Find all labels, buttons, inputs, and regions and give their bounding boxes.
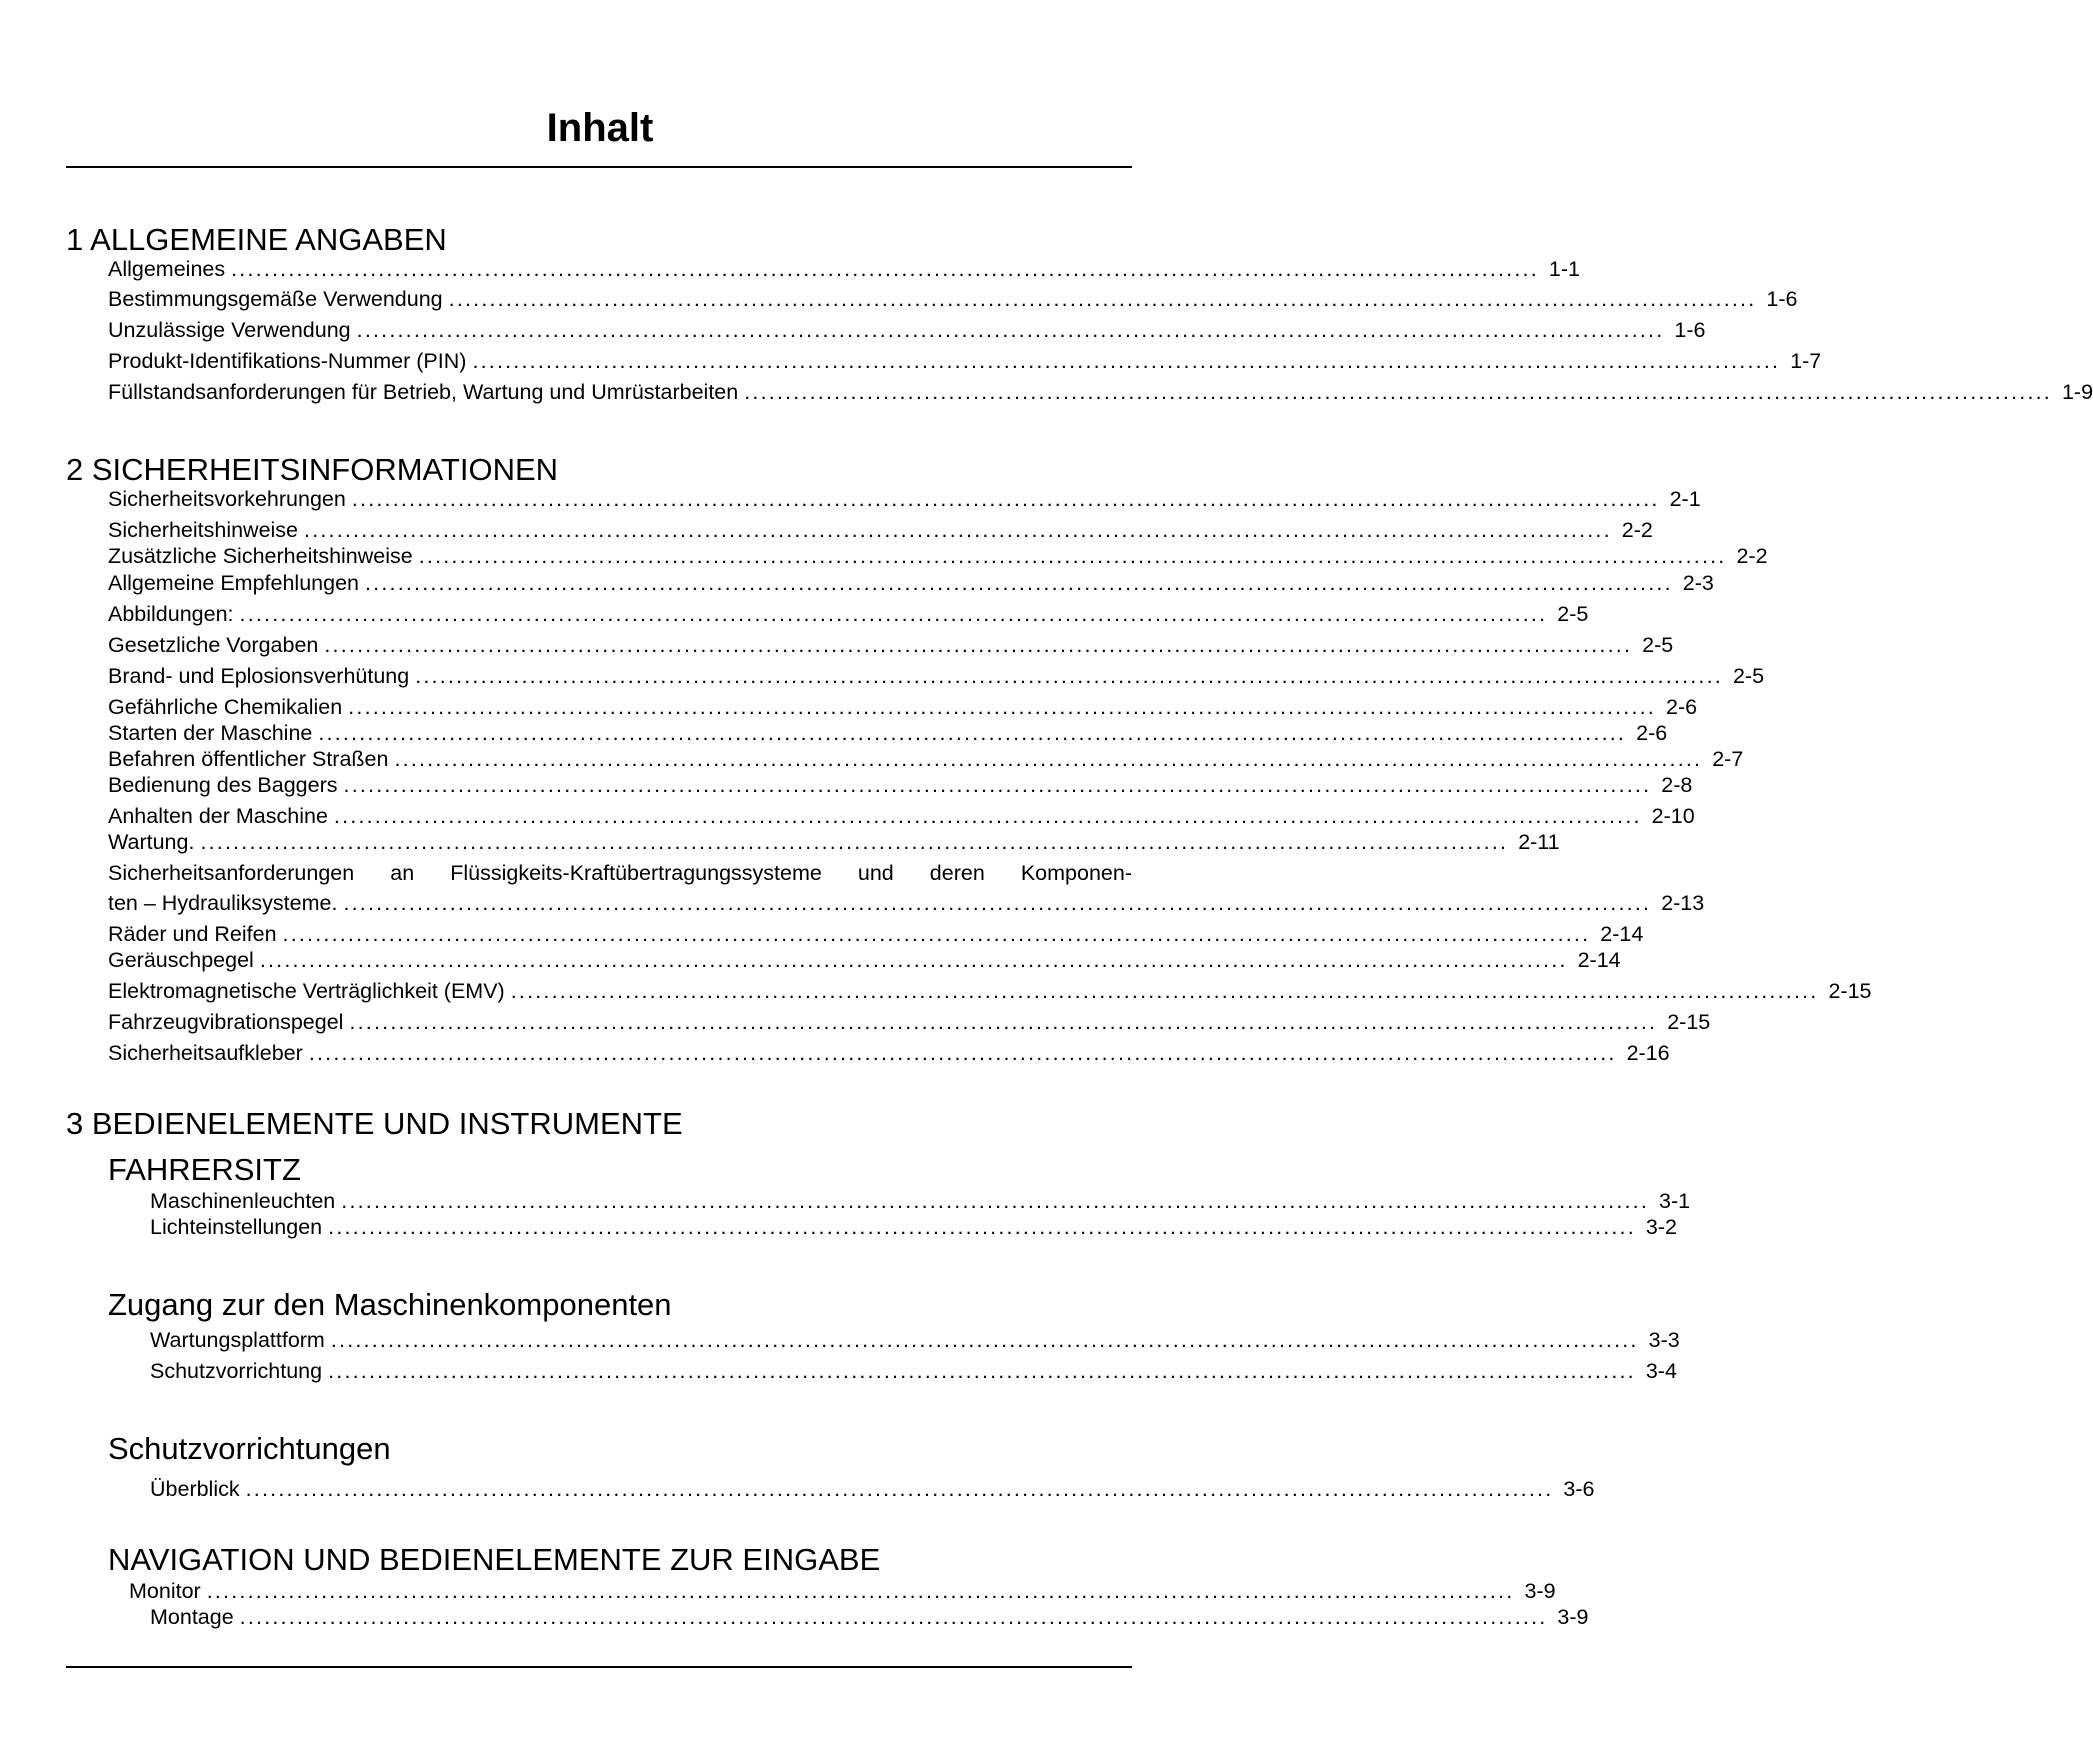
toc-entry-label: Anhalten der Maschine: [108, 804, 328, 828]
toc-entry[interactable]: [150, 1327, 1680, 1353]
toc-entry-page: 2-11: [1518, 830, 1560, 854]
leader-dots: ................................................................................................................................................................: [308, 1041, 1617, 1065]
toc-entry-label: Zusätzliche Sicherheitshinweise: [108, 544, 413, 568]
chapter-2-heading: 2 SICHERHEITSINFORMATIONEN: [66, 452, 559, 487]
leader-dots: ................................................................................................................................................................: [239, 602, 1548, 626]
toc-entry[interactable]: [108, 829, 1560, 855]
toc-entry-page: 2-10: [1651, 804, 1695, 828]
toc-entry-page: 3-4: [1645, 1359, 1677, 1383]
toc-entry-page: 2-13: [1661, 891, 1705, 915]
leader-dots: ................................................................................................................................................................: [744, 380, 2052, 404]
section-heading-schutzvorrichtungen: Schutzvorrichtungen: [108, 1431, 391, 1466]
toc-entry[interactable]: [150, 1476, 1595, 1502]
toc-entry-label: Geräuschpegel: [108, 948, 254, 972]
page-title: Inhalt: [546, 106, 654, 150]
leader-dots: ................................................................................................................................................................: [231, 257, 1539, 281]
leader-dots: ................................................................................................................................................................: [330, 1328, 1639, 1352]
toc-entry-label: Allgemeine Empfehlungen: [108, 571, 359, 595]
toc-entry[interactable]: [108, 348, 1822, 374]
toc-entry[interactable]: [108, 1009, 1711, 1035]
toc-entry[interactable]: [129, 1578, 1556, 1604]
leader-dots: ................................................................................................................................................................: [351, 487, 1660, 511]
section-heading-navigation: NAVIGATION UND BEDIENELEMENTE ZUR EINGABE: [108, 1542, 881, 1577]
leader-dots: ................................................................................................................................................................: [394, 747, 1703, 771]
leader-dots: ................................................................................................................................................................: [333, 804, 1642, 828]
leader-dots: ................................................................................................................................................................: [356, 318, 1665, 342]
toc-entry-label: Befahren öffentlicher Straßen: [108, 747, 389, 771]
toc-entry[interactable]: [150, 1188, 1691, 1214]
toc-entry-page: 2-2: [1621, 518, 1653, 542]
toc-entry-page: 1-7: [1790, 349, 1822, 373]
toc-entry[interactable]: [108, 286, 1798, 312]
toc-entry-label: ten – Hydrauliksysteme.: [108, 891, 338, 915]
toc-entry-label: Schutzvorrichtung: [150, 1359, 323, 1383]
toc-entry-page: 2-16: [1626, 1041, 1670, 1065]
toc-entry[interactable]: [150, 1358, 1677, 1384]
toc-entry-label: Sicherheitsvorkehrungen: [108, 487, 346, 511]
toc-entry-label: Gefährliche Chemikalien: [108, 695, 343, 719]
leader-dots: ................................................................................................................................................................: [418, 544, 1727, 568]
toc-entry-label: Starten der Maschine: [108, 721, 313, 745]
toc-entry[interactable]: [108, 803, 1695, 829]
toc-entry-label: Monitor: [129, 1579, 201, 1603]
toc-entry-label: Sicherheitshinweise: [108, 518, 299, 542]
toc-entry-label: Bestimmungsgemäße Verwendung: [108, 287, 443, 311]
toc-entry-label: Elektromagnetische Verträglichkeit (EMV): [108, 979, 505, 1003]
toc-entry[interactable]: [108, 890, 1705, 916]
toc-entry[interactable]: [108, 517, 1653, 543]
leader-dots: ................................................................................................................................................................: [348, 695, 1656, 719]
toc-entry-page: 2-6: [1665, 695, 1698, 719]
toc-entry[interactable]: [108, 486, 1701, 512]
leader-dots: ................................................................................................................................................................: [206, 1579, 1515, 1603]
toc-entry-page: 2-2: [1736, 544, 1768, 568]
leader-dots: ................................................................................................................................................................: [510, 979, 1819, 1003]
toc-entry-page: 3-9: [1557, 1605, 1589, 1629]
toc-entry-label: Wartung.: [108, 830, 195, 854]
top-divider: [66, 166, 1132, 168]
toc-entry-page: 2-3: [1682, 571, 1714, 595]
toc-entry-label: Fahrzeugvibrationspegel: [108, 1010, 344, 1034]
toc-entry[interactable]: [108, 256, 1580, 282]
toc-entry-page: 2-15: [1667, 1010, 1711, 1034]
toc-entry-page: 2-7: [1712, 747, 1744, 771]
toc-entry[interactable]: [108, 772, 1693, 798]
leader-dots: ................................................................................................................................................................: [343, 773, 1652, 797]
toc-entry-label: Produkt-Identifikations-Nummer (PIN): [108, 349, 467, 373]
toc-entry[interactable]: [108, 601, 1589, 627]
toc-entry-label: Maschinenleuchten: [150, 1189, 336, 1213]
toc-entry[interactable]: [150, 1214, 1677, 1240]
toc-entry-page: 3-3: [1648, 1328, 1680, 1352]
toc-entry-page: 3-2: [1645, 1215, 1677, 1239]
leader-dots: ................................................................................................................................................................: [324, 633, 1633, 657]
toc-entry[interactable]: [108, 632, 1674, 658]
toc-entry-label: Brand- und Eplosionsverhütung: [108, 664, 410, 688]
toc-entry-label: Montage: [150, 1605, 234, 1629]
section-heading-zugang: Zugang zur den Maschinenkomponenten: [108, 1287, 672, 1322]
toc-entry-label: Füllstandsanforderungen für Betrieb, Wartung und Umrüstarbeiten: [108, 380, 739, 404]
toc-entry-label: Räder und Reifen: [108, 922, 277, 946]
leader-dots: ................................................................................................................................................................: [245, 1477, 1554, 1501]
toc-entry-page: 2-14: [1600, 922, 1644, 946]
chapter-1-heading: 1 ALLGEMEINE ANGABEN: [66, 222, 447, 257]
toc-entry-page: 2-5: [1732, 664, 1765, 688]
toc-entry-page: 3-6: [1563, 1477, 1595, 1501]
toc-entry[interactable]: [108, 543, 1768, 569]
section-heading-fahrersitz: FAHRERSITZ: [108, 1152, 301, 1187]
toc-entry-label: Gesetzliche Vorgaben: [108, 633, 319, 657]
toc-entry-label: Wartungsplattform: [150, 1328, 325, 1352]
leader-dots: ................................................................................................................................................................: [239, 1605, 1548, 1629]
leader-dots: ................................................................................................................................................................: [415, 664, 1723, 688]
leader-dots: ................................................................................................................................................................: [349, 1010, 1658, 1034]
leader-dots: ................................................................................................................................................................: [343, 891, 1652, 915]
toc-entry[interactable]: [108, 746, 1744, 772]
leader-dots: ................................................................................................................................................................: [328, 1359, 1636, 1383]
leader-dots: ................................................................................................................................................................: [318, 721, 1627, 745]
toc-entry-page: 2-15: [1828, 979, 1872, 1003]
toc-entry[interactable]: [108, 947, 1621, 973]
toc-entry[interactable]: [108, 663, 1765, 689]
toc-entry-label: Abbildungen:: [108, 602, 234, 626]
toc-entry[interactable]: [108, 570, 1714, 596]
leader-dots: ................................................................................................................................................................: [259, 948, 1568, 972]
toc-entry[interactable]: [108, 317, 1706, 343]
toc-entry-page: 2-5: [1642, 633, 1674, 657]
toc-entry-page: 1-1: [1548, 257, 1580, 281]
toc-entry[interactable]: [108, 720, 1668, 746]
toc-entry-label: Lichteinstellungen: [150, 1215, 323, 1239]
leader-dots: ................................................................................................................................................................: [341, 1189, 1650, 1213]
toc-entry-page: 2-8: [1661, 773, 1693, 797]
leader-dots: ................................................................................................................................................................: [328, 1215, 1636, 1239]
leader-dots: ................................................................................................................................................................: [448, 287, 1757, 311]
toc-entry-page: 1-6: [1674, 318, 1706, 342]
toc-entry-page: 3-9: [1524, 1579, 1556, 1603]
toc-entry-wrapped-line[interactable]: Sicherheitsanforderungen an Flüssigkeits-Kraftübertragungssysteme und deren Komponen-: [108, 861, 1132, 885]
toc-entry-page: 2-1: [1669, 487, 1701, 511]
toc-entry[interactable]: [108, 921, 1644, 947]
toc-entry-label: Bedienung des Baggers: [108, 773, 338, 797]
bottom-divider: [66, 1666, 1132, 1668]
toc-entry[interactable]: [150, 1604, 1589, 1630]
toc-entry-label: Allgemeines: [108, 257, 226, 281]
toc-entry-label: Sicherheitsaufkleber: [108, 1041, 303, 1065]
toc-entry[interactable]: [108, 978, 1872, 1004]
leader-dots: ................................................................................................................................................................: [200, 830, 1509, 854]
toc-entry-page: 3-1: [1659, 1189, 1691, 1213]
toc-entry-label: Unzulässige Verwendung: [108, 318, 351, 342]
toc-entry-page: 2-5: [1557, 602, 1589, 626]
toc-entry-page: 1-6: [1766, 287, 1798, 311]
leader-dots: ................................................................................................................................................................: [365, 571, 1673, 595]
toc-entry-page: 1-9: [2061, 380, 2093, 404]
toc-entry-page: 2-14: [1577, 948, 1621, 972]
toc-entry-label: Überblick: [150, 1477, 240, 1501]
leader-dots: ................................................................................................................................................................: [472, 349, 1781, 373]
toc-entry[interactable]: [108, 694, 1698, 720]
leader-dots: ................................................................................................................................................................: [304, 518, 1612, 542]
chapter-3-heading: 3 BEDIENELEMENTE UND INSTRUMENTE: [66, 1106, 683, 1141]
leader-dots: ................................................................................................................................................................: [282, 922, 1591, 946]
toc-entry[interactable]: [108, 1040, 1670, 1066]
toc-entry[interactable]: [108, 379, 2093, 405]
toc-entry-page: 2-6: [1636, 721, 1668, 745]
